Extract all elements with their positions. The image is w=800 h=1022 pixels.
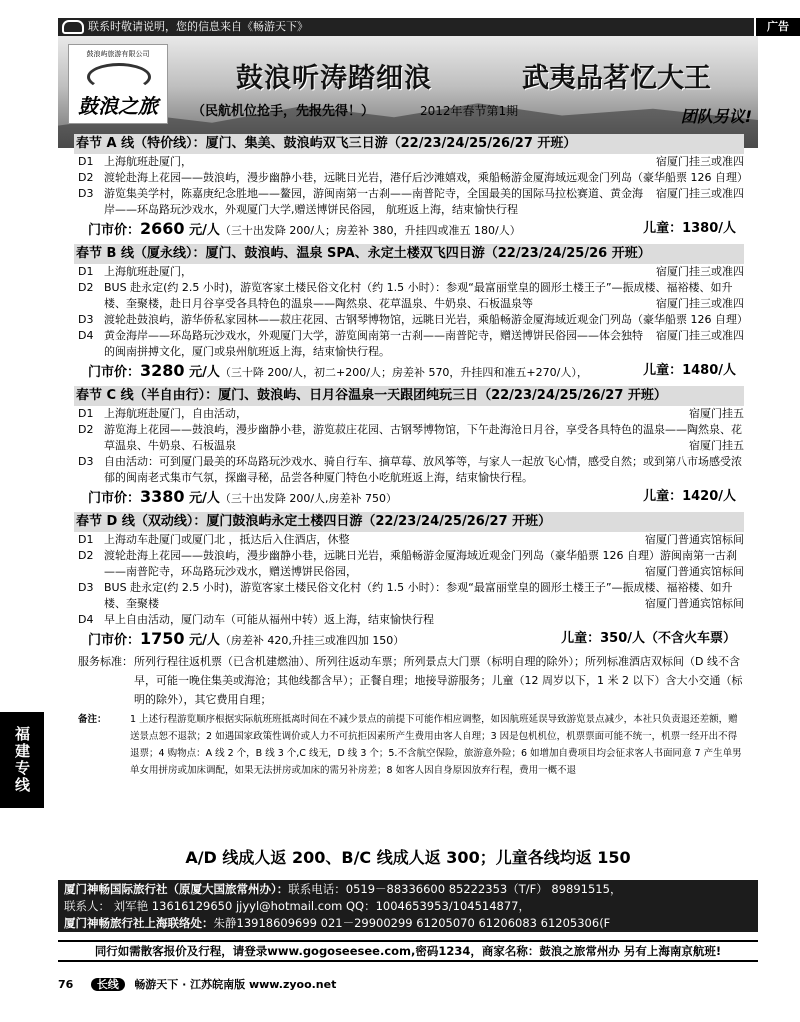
day-text: 游览海上花园——鼓浪屿，漫步幽静小巷，游览菽庄花园、古钢琴博物馆，下午赴海沧日月谷，享受各具特色的温泉——陶然泉、花草温泉、牛奶泉、石板温泉 (104, 423, 742, 452)
day-label: D4 (78, 613, 94, 626)
car-icon (62, 20, 84, 34)
line-c-title: 春节 C 线（半自由行）：厦门、鼓浪屿、日月谷温泉一天跟团纯玩三日（22/23/24/25/26/27 开班） (74, 386, 744, 406)
shanghai-office: 厦门神畅旅行社上海联络处： (64, 916, 214, 930)
shanghai-contact: 朱静13918609699 021－29900299 61205070 61206083 61205306(F (213, 916, 611, 930)
hotel-info: 宿厦门普通宾馆标间 (645, 533, 744, 546)
line-b-day (74, 264, 744, 280)
day-text: 自由活动：可到厦门最美的环岛路玩沙戏水、骑自行车、摘草莓、放风筝等，与家人一起放飞心情，感受自然；或到第八市场感受浓郁的闽南老式集市气氛，探幽寻秘，品尝各种厦门特色小吃航班返上海，结束愉快行程。 (104, 455, 742, 484)
hotel-info: 宿厦门挂三或准四 (656, 155, 744, 168)
hotel-info: 宿厦门挂五 (689, 439, 744, 452)
day-text: 上海动车赴厦门或厦门北 ，抵达后入住酒店，休整 (104, 533, 350, 546)
hotel-info: 宿厦门普通宾馆标间 (645, 597, 744, 610)
price-label: 门市价： (88, 491, 141, 506)
contact-line-3 (64, 915, 752, 932)
page-footer (58, 976, 458, 994)
day-label: D2 (78, 423, 94, 436)
child-price: 儿童：1480/人 (643, 363, 736, 378)
day-text: 渡轮赴鼓浪屿，游华侨私家园林——菽庄花园、古钢琴博物馆，远眺日光岩，乘船畅游金厦海域近观金门列岛（豪华船票 126 自理） (104, 313, 748, 326)
price-detail: （三十出发降 200/人,房差补 750） (219, 492, 398, 505)
service-text: 所列行程往返机票（已含机建燃油）、所列往返动车票；所列景点大门票（标明自理的除外）；所列标准酒店双标间（D 线不含早，可能一晚住集美或海沧；其他线都含早）；正餐自理；地接导游服务；儿童（12 周岁以下，1 米 2 以下）含大小交通（标明的除外），其它费用自理； (134, 655, 743, 706)
day-text: 上海航班赴厦门， (104, 155, 192, 168)
price-detail: （房差补 420,升挂三或准四加 150） (219, 634, 405, 647)
line-c-day (74, 406, 744, 422)
price-amount: 2660 (140, 219, 185, 238)
day-text: 上海航班赴厦门，自由活动， (104, 407, 247, 420)
line-d-title: 春节 D 线（双动线）：厦门鼓浪屿永定土楼四日游（22/23/24/25/26/27 开班） (74, 512, 744, 532)
day-label: D2 (78, 171, 94, 184)
price-unit: 元/人 (189, 491, 220, 506)
line-a-day (74, 186, 744, 218)
notes-block (74, 711, 744, 779)
day-label: D3 (78, 187, 94, 200)
line-c-price (74, 486, 744, 510)
day-label: D2 (78, 549, 94, 562)
team-label: 团队另议! (680, 107, 752, 126)
line-d-day (74, 532, 744, 548)
price-detail: （三十降 200/人，初二+200/人；房差补 570，升挂四和准五+270/人）， (219, 366, 588, 379)
day-text: 上海航班赴厦门， (104, 265, 192, 278)
price-detail: （三十出发降 200/人；房差补 380，升挂四或准五 180/人） (219, 224, 521, 237)
itinerary-content (74, 132, 748, 779)
day-text: 黄金海岸——环岛路玩沙戏水，外观厦门大学，游览闽南第一古刹——南普陀寺，赠送博饼民俗园——体会独特的闽南拼搏文化，厦门或泉州航班返上海，结束愉快行程。 (104, 329, 643, 358)
line-c-day (74, 422, 744, 454)
price-amount: 1750 (140, 629, 185, 648)
hotel-info: 宿厦门普通宾馆标间 (645, 565, 744, 578)
day-text: 游览集美学村，陈嘉庚纪念胜地——鳌园，游闽南第一古刹——南普陀寺，全国最美的国际马拉松赛道、黄金海岸——环岛路玩沙戏水，外观厦门大学,赠送博饼民俗园， 航班返上海，结束愉快行程 (104, 187, 643, 216)
headline-right: 武夷品茗忆大王 (522, 63, 711, 94)
hotel-info: 宿厦门挂三或准四 (656, 297, 744, 310)
hotel-info: 宿厦门挂三或准四 (656, 187, 744, 200)
publication-name: 畅游天下 · 江苏皖南版 www.zyoo.net (134, 978, 337, 991)
page-number: 76 (58, 978, 74, 991)
price-label: 门市价： (88, 223, 141, 238)
line-d-day (74, 612, 744, 628)
ad-label: 广告 (754, 18, 800, 36)
day-label: D1 (78, 407, 94, 420)
price-unit: 元/人 (189, 365, 220, 380)
top-notice-text: 联系时敬请说明，您的信息来自《畅游天下》 (88, 20, 308, 33)
price-amount: 3380 (140, 487, 185, 506)
child-price: 儿童：350/人（不含火车票） (561, 631, 736, 646)
contact-block (58, 880, 758, 932)
line-b-title: 春节 B 线（厦永线）：厦门、鼓浪屿、温泉 SPA、永定土楼双飞四日游（22/23/24/25/26 开班） (74, 244, 744, 264)
line-b-price (74, 360, 744, 384)
hotel-info: 宿厦门挂三或准四 (656, 329, 744, 342)
notes-text: 1 上述行程游览顺序根据实际航班班抵离时间在不减少景点的前提下可能作相应调整，如因航班延误导致游览景点减少，本社只负责退还差额，赠送景点恕不退款；2 如遇国家政策性调价或人力不可抗拒因素所产生费用由客人自理；3 因是包机机位，机票票面可能不统一，机票一经开出不得退票；4 购物点：A 线 2 个，B 线 3 个,C 线无，D 线 3 个；5.不含航空保险，旅游意外险；6 如增加自费项目均会征求客人书面同意 7 产生单男单女用拼房或加床调配，如果无法拼房或加床的需另补房差；8 如客人因自身原因放弃行程，费用一概不退 (130, 714, 742, 776)
price-unit: 元/人 (189, 223, 220, 238)
hotel-info: 宿厦门挂五 (689, 407, 744, 420)
hotel-info: 宿厦门挂三或准四 (656, 265, 744, 278)
agency-phone: 联系电话：0519－88336600 85222353（T/F） 89891515， (288, 882, 622, 896)
day-label: D1 (78, 155, 94, 168)
line-a-day (74, 154, 744, 170)
service-standard (74, 652, 744, 709)
logo-name: 鼓浪之旅 (78, 94, 158, 118)
line-d-day (74, 548, 744, 580)
day-label: D1 (78, 265, 94, 278)
line-a-title: 春节 A 线（特价线）：厦门、集美、鼓浪屿双飞三日游（22/23/24/25/26/27 开班） (74, 134, 744, 154)
price-label: 门市价： (88, 365, 141, 380)
day-text: 早上自由活动，厦门动车（可能从福州中转）返上海，结束愉快行程 (104, 613, 434, 626)
refund-banner: A/D 线成人返 200、B/C 线成人返 300；儿童各线均返 150 (185, 848, 631, 867)
line-d-day (74, 580, 744, 612)
website-notice[interactable]: 同行如需散客报价及行程，请登录www.gogoseesee.com,密码1234，商家名称：鼓浪之旅常州办 另有上海南京航班! (58, 940, 758, 962)
day-text: 渡轮赴海上花园——鼓浪屿，漫步幽静小巷，远眺日光岩，乘船畅游金厦海域近观金门列岛（豪华船票 126 自理）游闽南第一古刹——南普陀寺，环岛路玩沙戏水，赠送博饼民俗园， (104, 549, 737, 578)
day-label: D2 (78, 281, 94, 294)
day-label: D3 (78, 581, 94, 594)
child-price: 儿童：1420/人 (643, 489, 736, 504)
price-unit: 元/人 (189, 633, 220, 648)
price-label: 门市价： (88, 633, 141, 648)
slogan: （民航机位抢手，先报先得！） (192, 104, 375, 119)
top-notice-bar (58, 18, 800, 36)
line-b-day (74, 280, 744, 312)
side-tab-fujian: 福建专线 (0, 712, 44, 808)
day-text: BUS 赴永定(约 2.5 小时)，游览客家土楼民俗文化村（约 1.5 小时）：参观“最富丽堂皇的圆形土楼王子”—振成楼、福裕楼、如升楼、奎聚楼 (104, 581, 733, 610)
category-badge: 长线 (91, 978, 125, 991)
line-a-price (74, 218, 744, 242)
line-d-price (74, 628, 744, 652)
agency-name: 厦门神畅国际旅行社（原厦大国旅常州办）： (64, 882, 289, 896)
day-text: BUS 赴永定(约 2.5 小时)，游览客家土楼民俗文化村（约 1.5 小时）：参观“最富丽堂皇的圆形土楼王子”—振成楼、福裕楼、如升楼、奎聚楼，赴日月谷享受各具特色的温泉——陶然泉、花草温泉、牛奶泉、石板温泉等 (104, 281, 733, 310)
child-price: 儿童：1380/人 (643, 221, 736, 236)
day-label: D1 (78, 533, 94, 546)
brand-logo (68, 44, 168, 124)
line-b-day (74, 328, 744, 360)
price-amount: 3280 (140, 361, 185, 380)
service-label: 服务标准： (78, 655, 133, 668)
issue-label: 2012年春节第1期 (420, 104, 519, 118)
contact-line-1 (64, 881, 752, 898)
notes-label: 备注： (78, 714, 107, 725)
headline-left: 鼓浪听涛踏细浪 (236, 63, 432, 94)
day-label: D3 (78, 313, 94, 326)
logo-company: 鼓浪屿旅游有限公司 (86, 50, 150, 58)
logo-swirl-icon (87, 63, 151, 91)
day-text: 渡轮赴海上花园——鼓浪屿，漫步幽静小巷，远眺日光岩，港仔后沙滩嬉戏，乘船畅游金厦海域远观金门列岛（豪华船票 126 自理） (104, 171, 748, 184)
day-label: D4 (78, 329, 94, 342)
line-c-day (74, 454, 744, 486)
day-label: D3 (78, 455, 94, 468)
contact-person: 联系人： 刘军艳 13616129650 jjyyl@hotmail.com QQ：1004653953/104514877， (64, 899, 530, 913)
